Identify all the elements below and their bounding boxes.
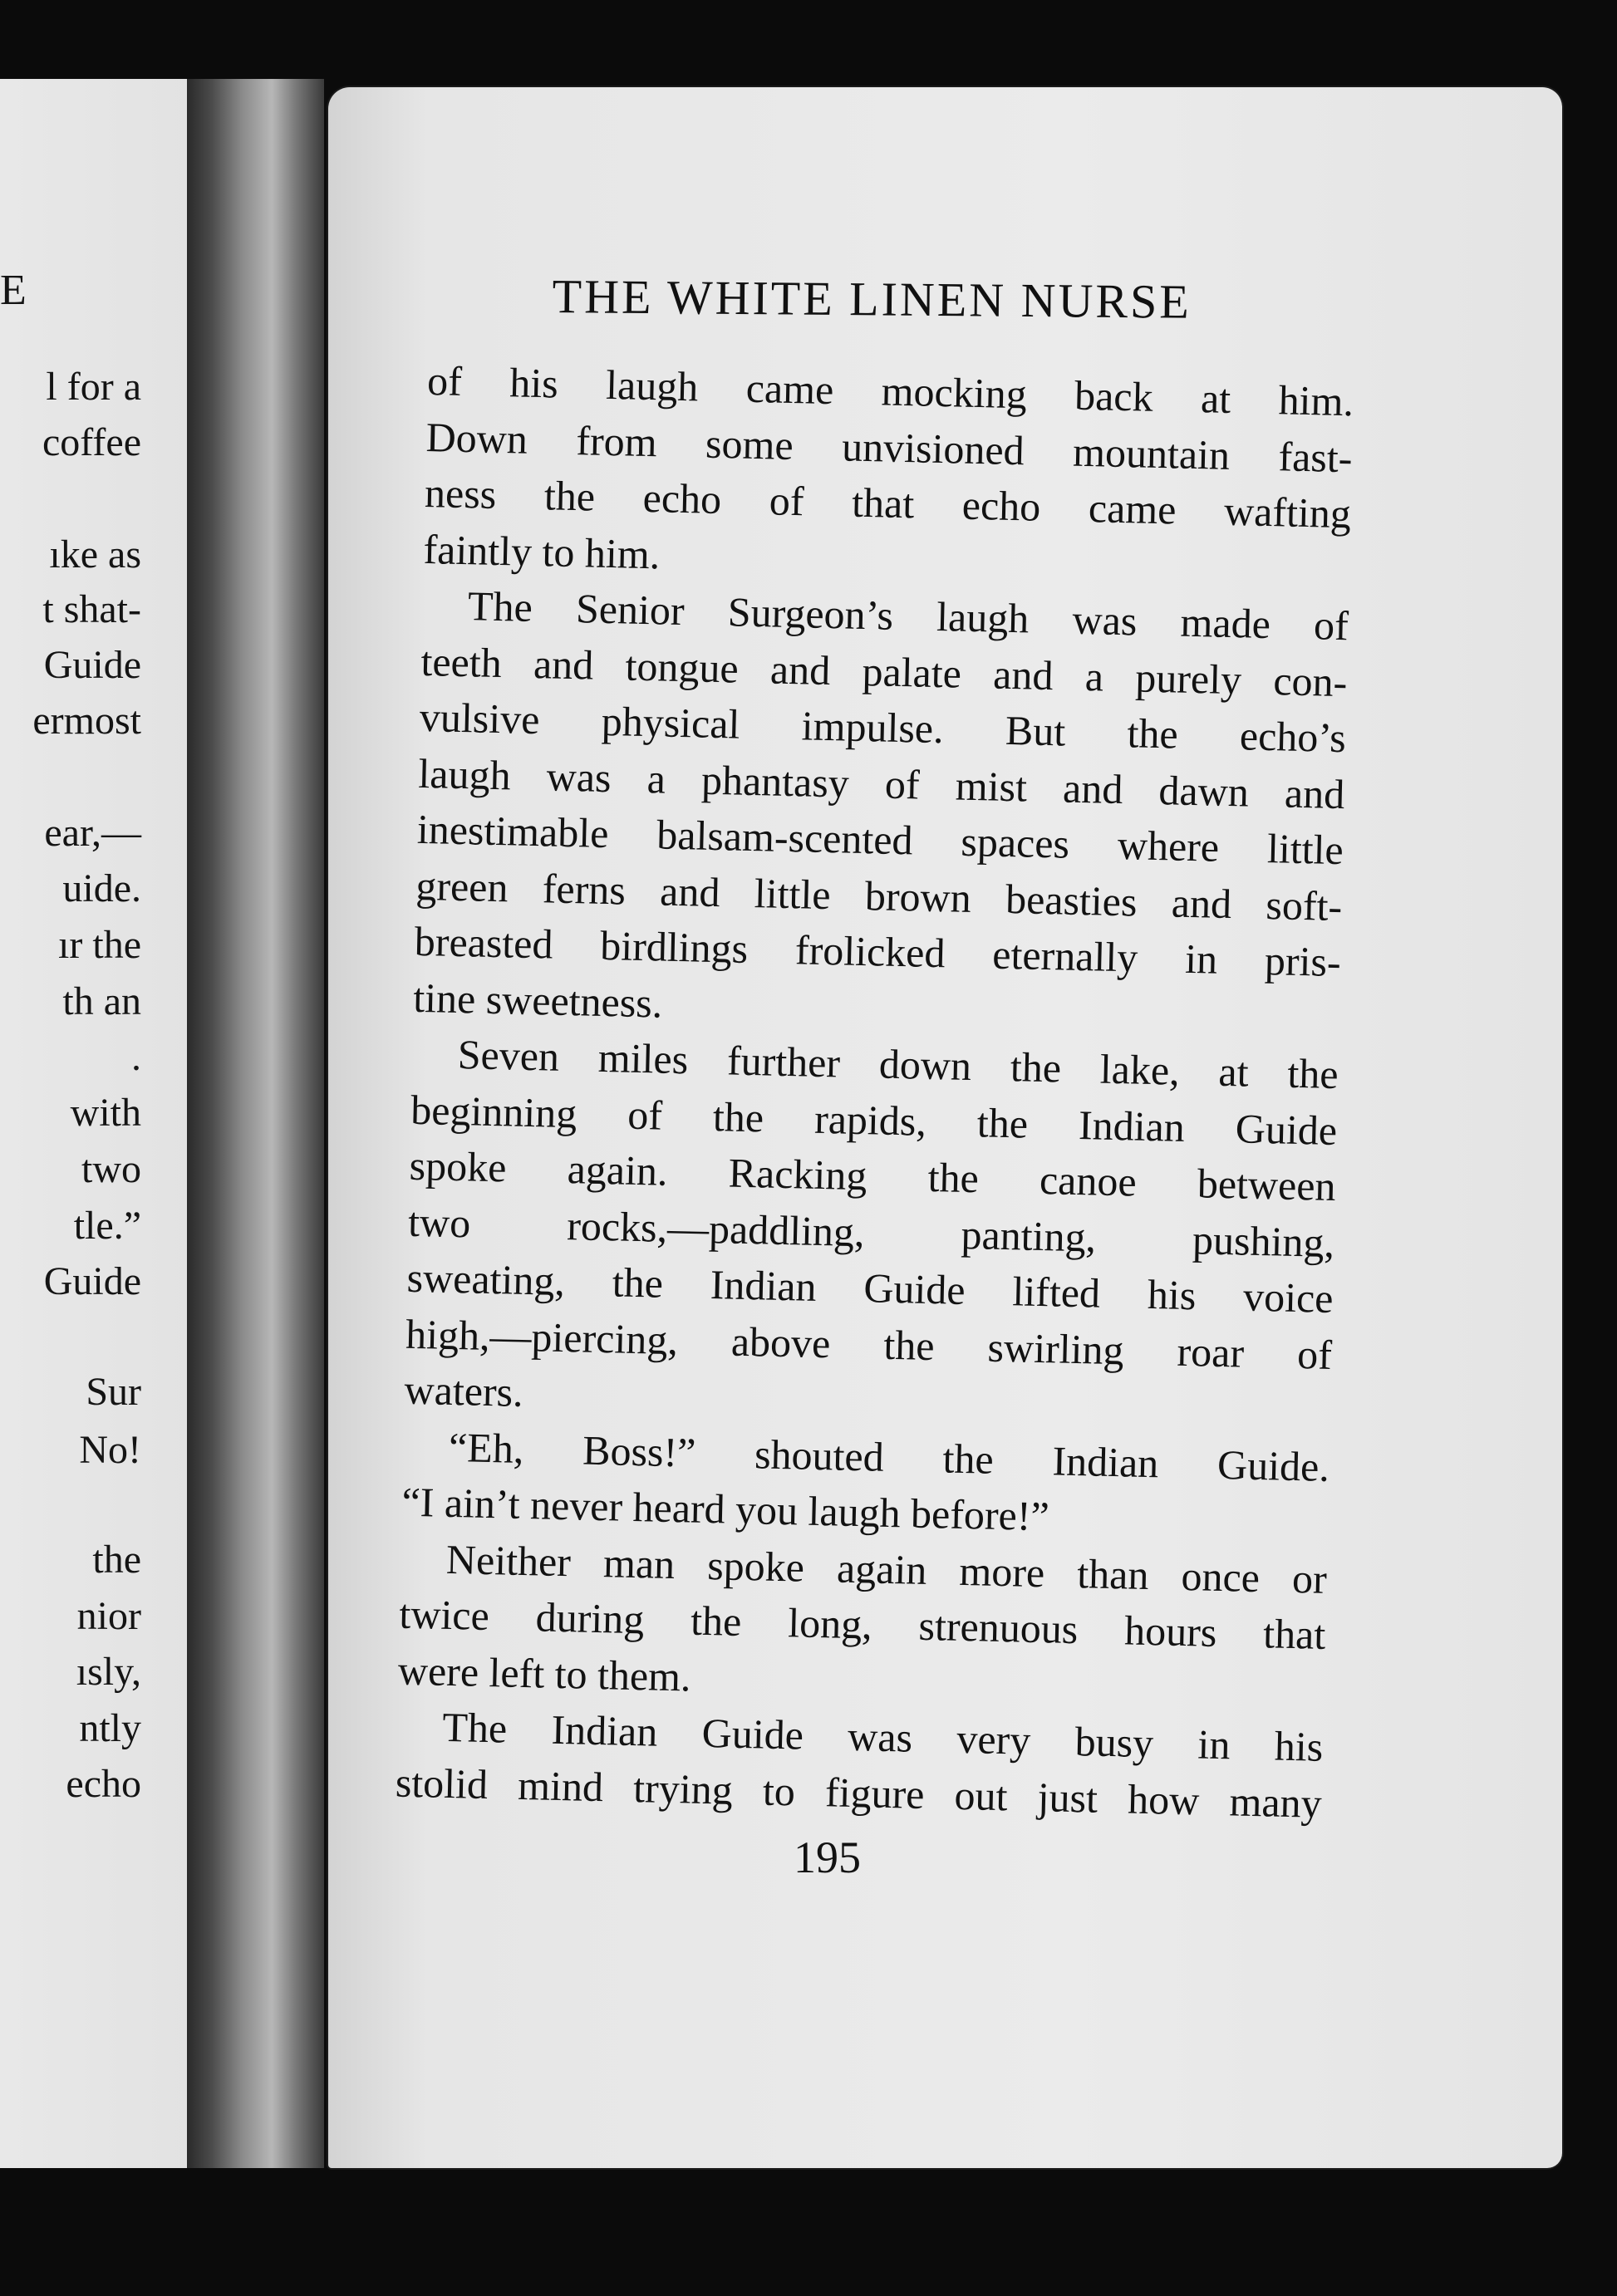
left-text-fragment: with <box>70 1091 141 1135</box>
text-line: faintly to him. <box>423 525 661 577</box>
text-line: teeth and tongue and palate and a purely con- <box>420 637 1348 705</box>
left-text-fragment: uide. <box>62 866 141 910</box>
left-text-fragment: t shat- <box>42 587 141 631</box>
left-text-fragment: two <box>81 1147 141 1191</box>
book-gutter <box>187 79 324 2168</box>
text-line: The Senior Surgeon’s laugh was made of <box>467 582 1349 650</box>
text-line: spoke again. Racking the canoe between <box>409 1141 1337 1210</box>
text-line: vulsive physical impulse. But the echo’s <box>419 693 1347 762</box>
text-line: The Indian Guide was very busy in his <box>441 1703 1324 1770</box>
text-line: sweating, the Indian Guide lifted his voice <box>406 1253 1334 1322</box>
left-text-fragment: ıke as <box>49 532 141 576</box>
text-line: stolid mind trying to figure out just how many <box>395 1759 1323 1827</box>
text-line: “I ain’t never heard you laugh before!” <box>401 1478 1050 1540</box>
text-line: tine sweetness. <box>412 974 663 1027</box>
text-line: of his laugh came mocking back at him. <box>426 356 1354 425</box>
text-line: were left to them. <box>397 1646 692 1700</box>
text-line: laugh was a phantasy of mist and dawn and <box>417 749 1345 817</box>
left-text-fragment: ısly, <box>76 1650 141 1694</box>
text-line: Down from some unvisioned mountain fast- <box>425 413 1354 481</box>
text-line: two rocks,—paddling, panting, pushing, <box>407 1198 1335 1266</box>
text-line: “Eh, Boss!” shouted the Indian Guide. <box>448 1423 1330 1490</box>
left-text-fragment: No! <box>79 1428 141 1472</box>
text-line: breasted birdlings frolicked eternally in pris- <box>414 917 1342 986</box>
left-text-fragment: coffee <box>42 420 141 464</box>
text-line: twice during the long, strenuous hours that <box>398 1590 1326 1658</box>
left-text-fragment: ntly <box>79 1706 141 1750</box>
text-line: ness the echo of that echo came wafting <box>424 469 1352 537</box>
left-text-fragment: tle.” <box>73 1204 141 1248</box>
left-text-fragment: Sur <box>86 1370 141 1414</box>
text-line: green ferns and little brown beasties and soft- <box>415 861 1343 930</box>
running-header: THE WHITE LINEN NURSE <box>552 268 1192 329</box>
text-line: high,—piercing, above the swirling roar of <box>405 1310 1333 1378</box>
text-line: Seven miles further down the lake, at the <box>457 1031 1339 1098</box>
left-text-fragment: ermost <box>32 699 141 743</box>
left-text-fragment: nior <box>76 1594 141 1638</box>
left-text-fragment: ır the <box>58 923 141 967</box>
left-text-fragment: echo <box>66 1762 141 1806</box>
body-text <box>395 353 1354 1832</box>
left-text-fragment: Guide <box>43 1259 141 1303</box>
left-running-header: E <box>0 267 28 314</box>
right-page <box>328 87 1562 2168</box>
text-line: inestimable balsam-scented spaces where little <box>416 805 1344 874</box>
left-text-fragment: ear,— <box>44 811 141 855</box>
left-text-fragment: Guide <box>43 643 141 687</box>
left-text-fragment: the <box>92 1538 141 1582</box>
left-text-fragment: l for a <box>46 365 141 409</box>
text-line: waters. <box>404 1366 524 1415</box>
left-text-fragment: th an <box>62 979 141 1023</box>
text-line: beginning of the rapids, the Indian Guide <box>410 1086 1338 1154</box>
left-text-fragment: . <box>131 1035 141 1079</box>
page-number: 195 <box>794 1832 861 1882</box>
text-line: Neither man spoke again more than once or <box>445 1535 1328 1602</box>
